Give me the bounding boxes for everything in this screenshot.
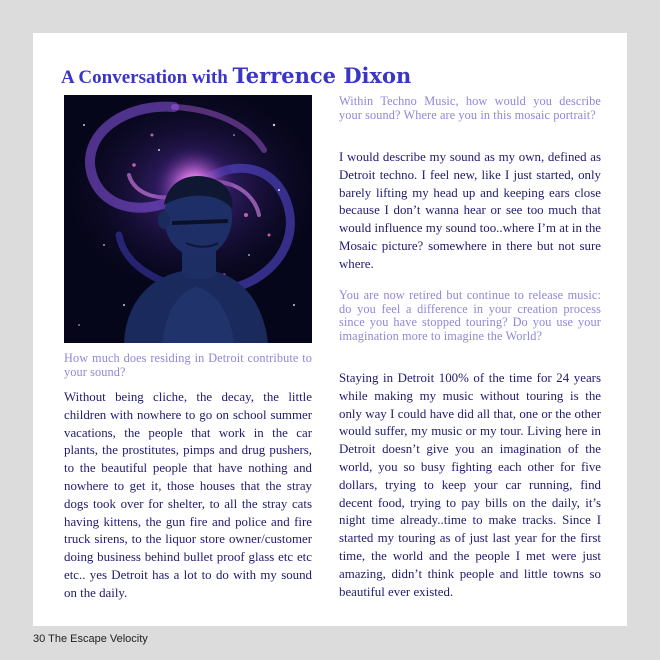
answer-detroit: Without being cliche, the decay, the little children with nowhere to go on school summer vacations, the people that work in the car plants, the prostitutes, pimps and drug pushers, to the beautiful people that have nothing and nowhere to get it, those houses that the stray dogs took over for shelter, to all the stray cats having kittens, the gun fire and police and fire truck sirens, to the liquor store owner/customer doing business behind bullet proof glass etc etc etc.. yes Detroit has a lot to do with my sound on the daily. xyxy=(64,390,312,600)
question-retired: You are now retired but continue to release music: do you feel a difference in your creation process since you have stopped touring? Do you use your imagination more to imagine the World? xyxy=(339,288,601,343)
question-detroit: How much does residing in Detroit contribute to your sound? xyxy=(64,351,312,379)
answer-retired: Staying in Detroit 100% of the time for 24 years while making my music without touring is the only way I could have did all that, one or the other would suffer, my music or my tour. Living here in Detroit doesn’t give you an imagination of the world, you so busy fighting each other for five dollars, trying to keep your car running, find decent food, trying to pay bills on the daily, it’s night time already..time to make tracks. Since I started my touring as of just last year for the first time, the world and the people I met were just amazing, didn’t think people and little towns so beautiful ever existed. xyxy=(339,371,601,599)
article-title xyxy=(61,63,621,89)
page-footer xyxy=(33,633,148,645)
portrait-image xyxy=(64,95,312,343)
page-number: 30 xyxy=(33,633,46,645)
answer-techno-sound: I would describe my sound as my own, defined as Detroit techno. I feel new, like I just started, only barely lifting my head up and keeping ears close because I don’t wanna hear or see too much that would influence my sound too..where I’m at in the Mosaic picture? somewhere in there but not sure where. xyxy=(339,150,601,271)
title-prefix: A Conversation with xyxy=(61,67,233,88)
magazine-page xyxy=(33,33,627,626)
publication-name: The Escape Velocity xyxy=(48,633,148,645)
title-name: Terrence Dixon xyxy=(232,63,412,88)
question-techno-sound: Within Techno Music, how would you describe your sound? Where are you in this mosaic portrait? xyxy=(339,94,601,122)
